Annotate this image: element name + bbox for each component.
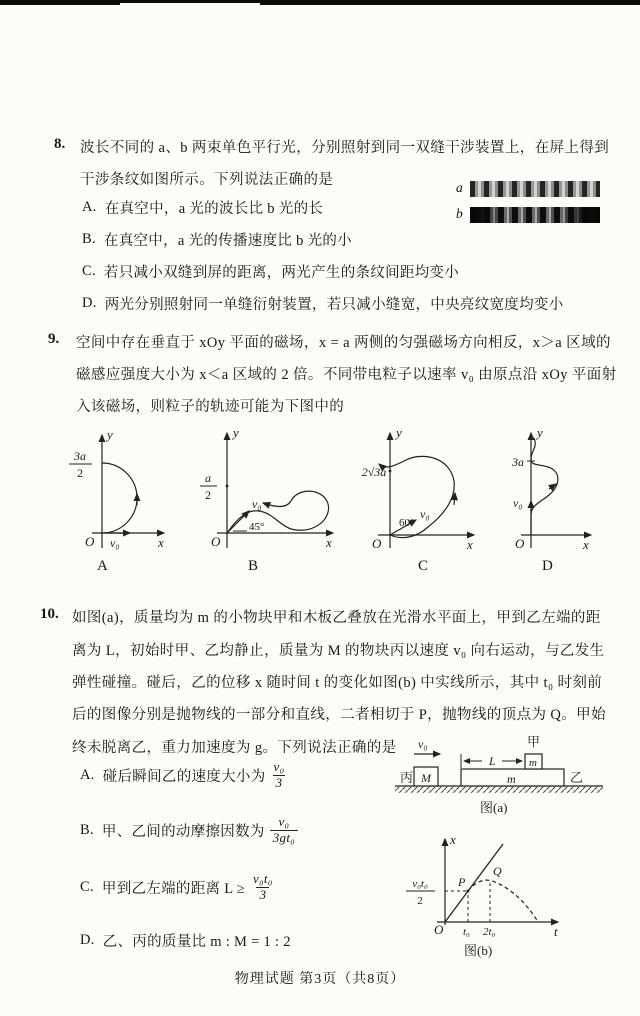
q10-option-b-label: B. (80, 821, 94, 838)
v0-label: v₀ (252, 497, 262, 511)
fringe-pattern-a (470, 181, 600, 197)
ylabel-numerator: v₀t₀ (412, 878, 428, 890)
point-p-label: P (458, 875, 466, 889)
y-intercept-label: 3a (512, 455, 524, 469)
y-axis-label: y (107, 427, 113, 442)
x-axis-label: t (554, 924, 558, 939)
origin-label: O (434, 922, 444, 937)
q8-option-a (82, 197, 323, 218)
q8-option-d (82, 293, 564, 314)
q10-option-a-label: A. (80, 766, 95, 783)
diagram-letter-b: B (248, 558, 259, 574)
figure-a-caption: 图(a) (480, 800, 508, 815)
v0-label: v₀ (420, 507, 430, 521)
fraction-numerator: v₀t₀ (253, 871, 273, 886)
plank-mass: m (507, 772, 516, 786)
parabola-dashed (468, 880, 538, 922)
q10-option-c-text: 甲到乙左端的距离 L ≥ (101, 880, 246, 897)
q8-number: 8. (54, 136, 66, 152)
2t0-tick-label: 2t₀ (483, 926, 496, 938)
q9-diagram-d (503, 423, 608, 558)
origin-label: O (515, 536, 525, 551)
q10-stem-line-4: 后的图像分别是抛物线的一部分和直线，二者相切于 P，抛物线的顶点为 Q。甲始 (72, 707, 606, 723)
fraction-denominator: 3 (273, 775, 286, 791)
scan-edge-artifact (0, 0, 640, 5)
q10-option-b (80, 815, 298, 846)
block-bing-label: 丙 (400, 770, 414, 785)
origin-label: O (372, 536, 382, 551)
trajectory-curve (227, 491, 329, 533)
fraction-denominator: 3gt₀ (270, 830, 298, 846)
fringe-b-label: b (456, 206, 463, 221)
q10-stem-line-2: 离为 L，初始时甲、乙均静止，质量为 M 的物块丙以速度 v₀ 向右运动，与乙发生 (72, 643, 605, 659)
ylabel-numerator: a (205, 471, 211, 485)
diagram-letter-c: C (418, 558, 429, 574)
q8-option-c-label: C. (82, 263, 96, 279)
fringe-pattern-b (470, 207, 600, 223)
v0-label: v₀ (110, 536, 120, 550)
q8-option-b (82, 229, 352, 250)
block-jia-mass: m (529, 757, 537, 769)
q9-stem-line-3: 入该磁场，则粒子的轨迹可能为下图中的 (76, 399, 345, 415)
q10-option-a-text: 碰后瞬间乙的速度大小为 (102, 768, 266, 785)
q10-figure-a (390, 736, 610, 828)
q8-option-b-label: B. (82, 231, 96, 247)
q9-stem-line-2: 磁感应强度大小为 x＜a 区域的 2 倍。不同带电粒子以速率 v₀ 由原点沿 xOy 平面射 (76, 367, 617, 383)
v0-label: v₀ (513, 496, 523, 510)
point-p (467, 890, 470, 893)
trajectory-curve (531, 438, 558, 535)
q8-option-a-text: 在真空中，a 光的波长比 b 光的长 (104, 201, 324, 217)
fraction-numerator: v₀ (278, 814, 290, 829)
ylabel-denominator: 2 (205, 488, 211, 502)
figure-b-caption: 图(b) (464, 943, 493, 958)
page-footer: 物理试题 第3页（共8页） (234, 972, 406, 987)
plank-yi-label: 乙 (570, 770, 584, 785)
straight-line-segment (445, 844, 503, 922)
fringe-a-label: a (456, 180, 463, 195)
v0-label: v₀ (418, 737, 428, 751)
trajectory-curve (102, 463, 137, 533)
q10-option-c-label: C. (80, 878, 94, 895)
distance-label: L (489, 754, 496, 768)
q10-option-b-text: 甲、乙间的动摩擦因数为 (101, 823, 265, 840)
y-axis-label: y (233, 425, 239, 440)
q8-option-c-text: 若只减小双缝到屏的距离，两光产生的条纹间距均变小 (103, 265, 460, 281)
q10-option-d-text: 乙、丙的质量比 m : M = 1 : 2 (102, 934, 291, 950)
origin-label: O (211, 534, 221, 549)
origin-label: O (85, 534, 95, 549)
block-jia-label: 甲 (527, 736, 541, 749)
y-axis-label: y (537, 425, 543, 440)
q10-option-b-fraction (270, 815, 298, 846)
ylabel-numerator: 3a (74, 449, 86, 463)
q8-option-c (82, 261, 459, 282)
ylabel-denominator: 2 (77, 466, 83, 480)
angle-label: 60° (399, 517, 415, 529)
q10-option-a-fraction (271, 760, 288, 791)
x-axis-label: x (326, 535, 332, 550)
q10-stem-line-3: 弹性碰撞。碰后，乙的位移 x 随时间 t 的变化如图(b) 中实线所示，其中 t₀ 时刻前 (72, 675, 603, 691)
q10-option-d-label: D. (80, 932, 95, 948)
q8-option-d-text: 两光分别照射同一单缝衍射装置，若只减小缝宽，中央亮纹宽度均变小 (104, 297, 564, 313)
t0-tick-label: t₀ (463, 926, 470, 938)
x-axis-label: x (467, 537, 473, 552)
diagram-letter-a: A (97, 558, 108, 574)
q8-stem-line-2: 干涉条纹如图所示。下列说法正确的是 (80, 172, 334, 188)
angle-label: 45° (249, 521, 265, 533)
fraction-denominator: 3 (256, 887, 269, 903)
point-q-label: Q (493, 864, 502, 878)
q10-option-d (80, 930, 291, 951)
block-bing-mass: M (421, 771, 431, 785)
fraction-numerator: v₀ (273, 759, 285, 774)
ylabel-denominator: 2 (417, 895, 423, 907)
diagram-letter-d: D (542, 558, 553, 574)
y-intercept-label: 2√3a (361, 465, 387, 479)
q9-diagram-c (358, 423, 493, 558)
q8-option-a-label: A. (82, 199, 97, 215)
q8-option-d-label: D. (82, 295, 97, 311)
axis-mark (389, 470, 392, 473)
x-axis-label: x (583, 537, 589, 552)
axis-mark (226, 485, 229, 488)
ground-hatching (395, 787, 603, 793)
q9-number: 9. (48, 331, 60, 347)
y-axis-label: x (450, 833, 456, 847)
y-axis-label: y (396, 425, 402, 440)
q10-option-c (80, 872, 276, 903)
q9-diagram-b (195, 423, 345, 558)
q8-stem-line-1: 波长不同的 a、b 两束单色平行光，分别照射到同一双缝干涉装置上，在屏上得到 (80, 140, 610, 156)
motion-arrow (454, 493, 455, 505)
q10-number: 10. (40, 606, 59, 622)
q10-stem-line-1: 如图(a)，质量均为 m 的小物块甲和木板乙叠放在光滑水平面上，甲到乙左端的距 (72, 610, 601, 626)
q10-stem-line-5: 终未脱离乙，重力加速度为 g。下列说法正确的是 (72, 740, 397, 756)
q9-diagram-a (60, 423, 175, 558)
q10-option-a (80, 760, 287, 791)
q10-option-c-fraction (250, 872, 276, 903)
q8-option-b-text: 在真空中，a 光的传播速度比 b 光的小 (103, 233, 352, 249)
q10-figure-b (398, 833, 583, 968)
x-axis-label: x (158, 535, 164, 550)
q9-stem-line-1: 空间中存在垂直于 xOy 平面的磁场，x = a 两侧的匀强磁场方向相反，x＞a 区域的 (76, 335, 611, 351)
